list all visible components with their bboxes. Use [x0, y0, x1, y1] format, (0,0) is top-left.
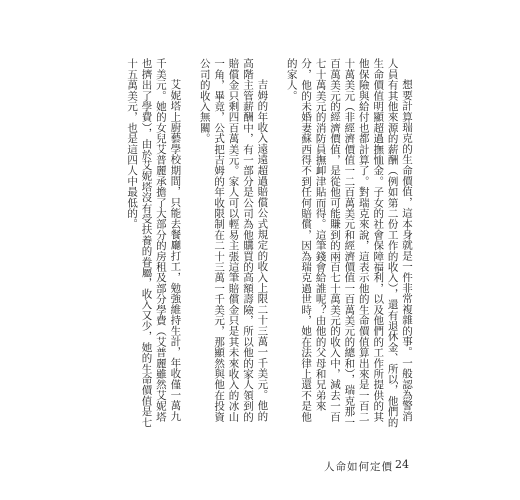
body-text: [96, 58, 414, 430]
paragraph-rick: 想要計算瑞克的生命價值，這本身就是一件非常複雜的事。一般認為警消人員有其他來源的薪酬（例如第二份工作的收入），還有退休金、所以，他們的生命價值明顯超過撫恤金。子女的社會保障福利，以及他們的工作所提供的其他保險與給付也都計算了。對瑞克來說，這表示他的生命價值算出來是一百二十萬美元（非經濟價值一二百萬美元和經濟價值一百萬美元的總和），瑞克那一百萬美元的經濟價值，是從他可能賺到的兩百七十萬美元的收入中，減去一百七十萬美元的消防員撫卹津貼而得。這筆錢會給誰呢？由他的父母和兄弟來分，他的未婚妻蘇西得不到任何賠償，因為瑞克過世時，她在法律上還不是他的家人。: [285, 58, 413, 428]
paragraph-jim: 吉姆的年收入遠遠超過賠償公式規定的收入上限二十三萬一千美元。他的高階主管薪酬中，有一部分是公司為他購買的高額壽險，所以他的家人領到的賠償金只剩四百萬美元。家人可以輕易主張這筆賠償金只是其未來收入的冰山一角，畢竟，公式把吉姆的年收限制在二十三萬一千美元，那顯然與他在投資公司的收入無關。: [198, 58, 269, 422]
running-title: 人命如何定價: [324, 461, 393, 473]
page-number: 24: [395, 458, 409, 471]
paragraph-anita: 艾妮塔上廚藝學校期間，只能去餐廳打工，勉強維持生計，年收僅一萬九千美元。她的女兒艾普麗承擔了大部分的房租及部分學費（艾普麗雖然艾妮塔也擠出了學費），由於艾妮塔沒有受扶養的眷屬，收入又少，她的生命價值是七十五萬美元，也是這四人中最低的。: [126, 58, 182, 428]
